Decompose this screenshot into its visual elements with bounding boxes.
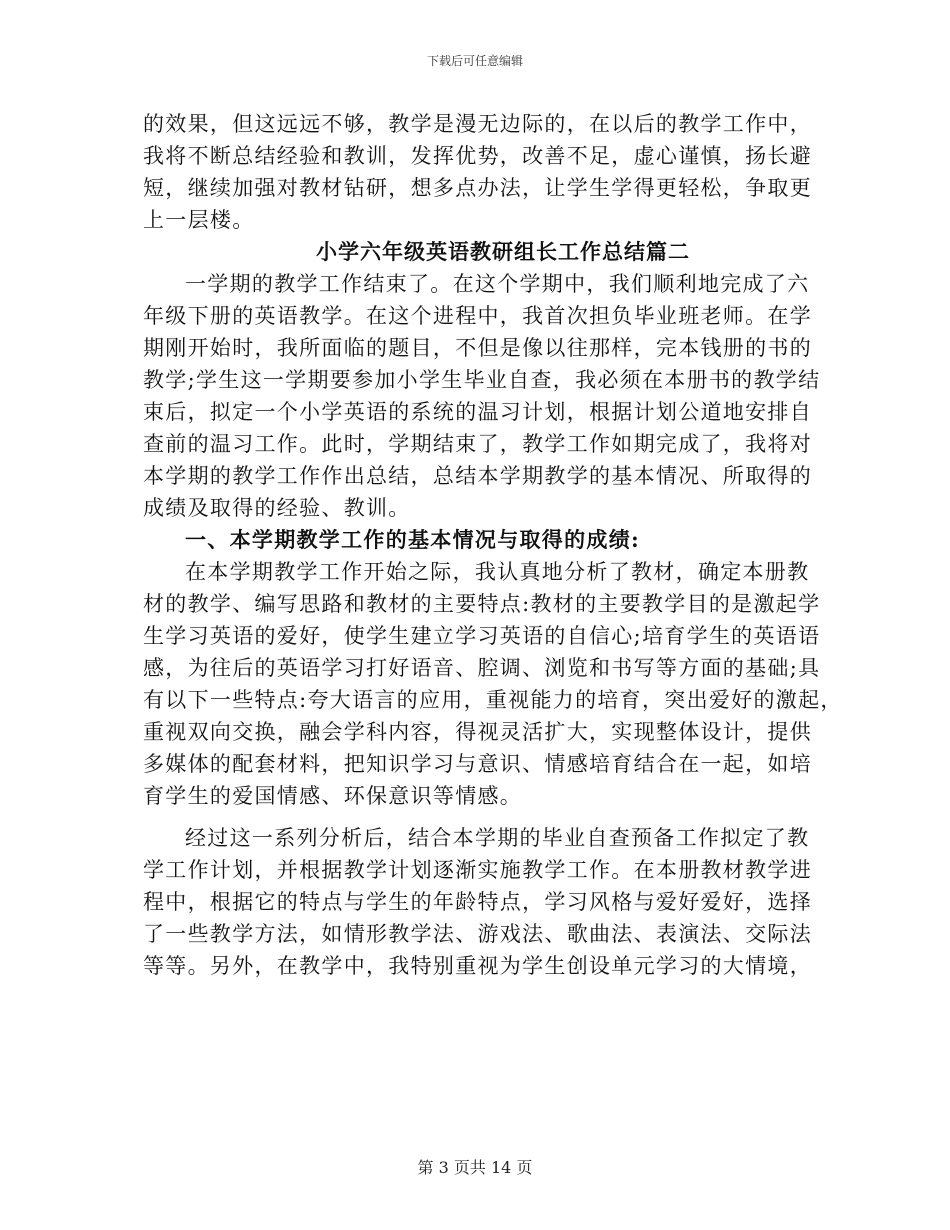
text-line: 程中，根据它的特点与学生的年龄特点，学习风格与爱好爱好，选择: [143, 890, 812, 914]
text-line: 重视双向交换，融会学科内容，得视灵活扩大，实现整体设计，提供: [143, 720, 812, 744]
paragraph-gap: [143, 812, 815, 822]
text-line: 了一些教学方法，如情形教学法、游戏法、歌曲法、表演法、交际法: [143, 922, 812, 946]
text-line: 经过这一系列分析后，结合本学期的毕业自查预备工作拟定了教: [185, 826, 810, 850]
paragraph-2: [143, 268, 821, 524]
text-line: 上一层楼。: [143, 208, 255, 232]
paragraph-3: [143, 556, 843, 812]
text-line: 多媒体的配套材料，把知识学习与意识、情感培育结合在一起，如培: [143, 752, 812, 776]
text-line: 束后，拟定一个小学英语的系统的温习计划，根据计划公道地安排自: [143, 400, 812, 424]
text-line: 教学;学生这一学期要参加小学生毕业自查，我必须在本册书的教学结: [143, 368, 821, 392]
text-line: 学工作计划，并根据教学计划逐渐实施教学工作。在本册教材教学进: [143, 858, 812, 882]
text-line: 查前的温习工作。此时，学期结束了，教学工作如期完成了，我将对: [143, 432, 812, 456]
subheading: 一、本学期教学工作的基本情况与取得的成绩:: [185, 527, 641, 552]
paragraph-4: [143, 822, 815, 982]
text-line: 生学习英语的爱好，使学生建立学习英语的自信心;培育学生的英语语: [143, 624, 821, 648]
page-footer: 第 3 页共 14 页: [417, 1158, 533, 1177]
text-line: 年级下册的英语教学。在这个进程中，我首次担负毕业班老师。在学: [143, 304, 812, 328]
text-line: 我将不断总结经验和教训，发挥优势，改善不足，虚心谨慎，扬长避: [143, 144, 812, 168]
text-line: 成绩及取得的经验、教训。: [143, 496, 411, 520]
page-header: 下载后可任意编辑: [426, 54, 523, 68]
text-line: 期刚开始时，我所面临的题目，不但是像以往那样，完本钱册的书的: [143, 336, 812, 360]
text-line: 短，继续加强对教材钻研，想多点办法，让学生学得更轻松，争取更: [143, 176, 812, 200]
text-line: 一学期的教学工作结束了。在这个学期中，我们顺利地完成了六: [185, 272, 810, 296]
text-line: 材的教学、编写思路和教材的主要特点:教材的主要教学目的是激起学: [143, 592, 821, 616]
text-line: 有以下一些特点:夸大语言的应用，重视能力的培育，突出爱好的激起，: [143, 688, 843, 712]
text-line: 的效果，但这远远不够，教学是漫无边际的，在以后的教学工作中，: [143, 112, 812, 136]
text-line: 育学生的爱国情感、环保意识等情感。: [143, 784, 523, 808]
text-line: 感，为往后的英语学习打好语音、腔调、浏览和书写等方面的基础;具: [143, 656, 821, 680]
text-line: 在本学期教学工作开始之际，我认真地分析了教材，确定本册教: [185, 560, 810, 584]
text-line: 本学期的教学工作作出总结，总结本学期教学的基本情况、所取得的: [143, 464, 812, 488]
section-title: 小学六年级英语教研组长工作总结篇二: [316, 239, 690, 264]
paragraph-1: [143, 108, 815, 236]
text-line: 等等。另外，在教学中，我特别重视为学生创设单元学习的大情境，: [143, 954, 812, 978]
document-body: [143, 108, 843, 982]
